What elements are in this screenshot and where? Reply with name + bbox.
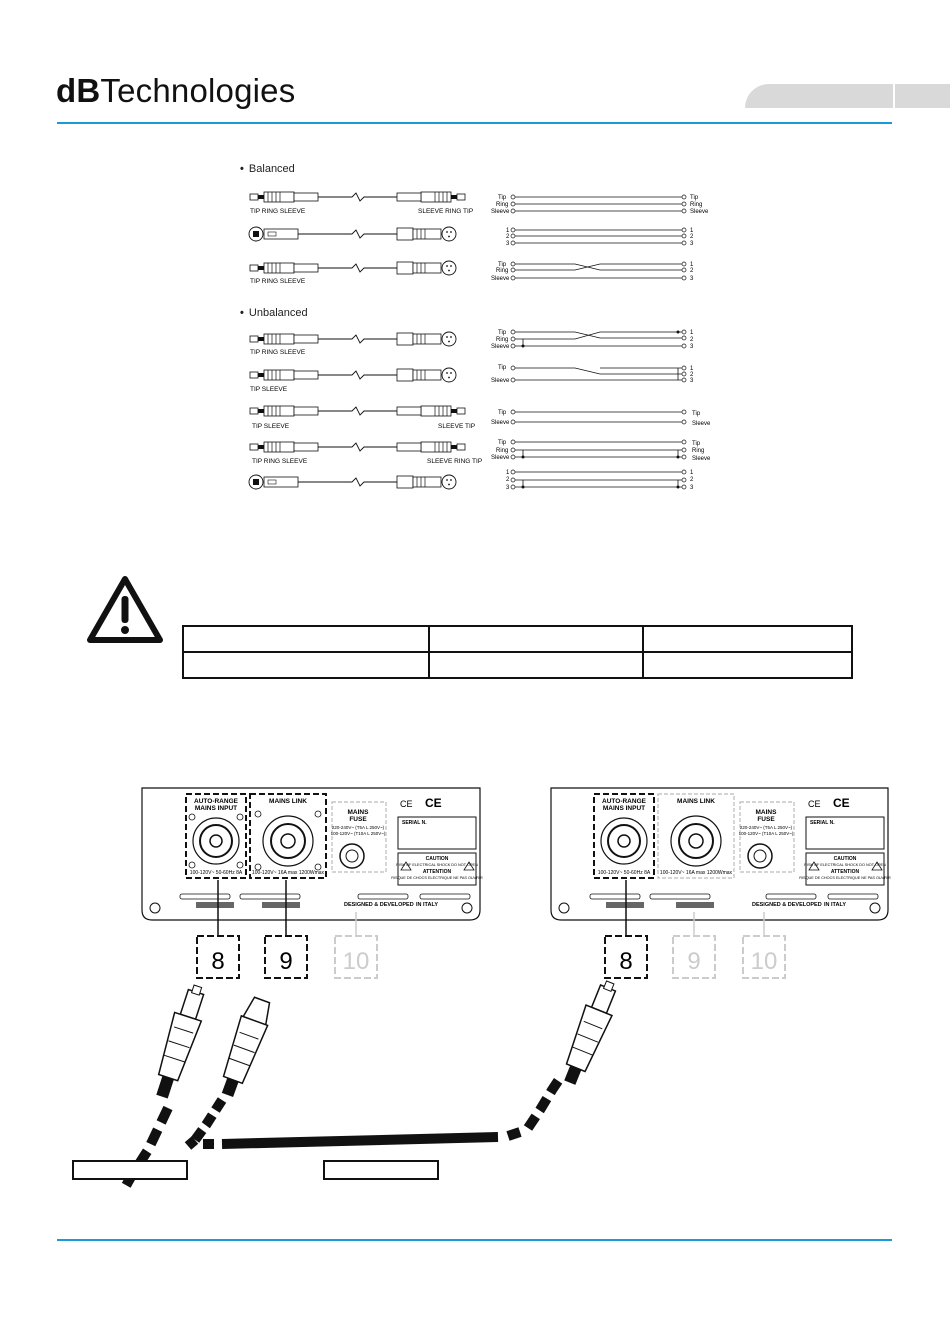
mains-link-diagram <box>0 770 950 1190</box>
svg-text:3: 3 <box>506 485 510 491</box>
svg-text:FUSE: FUSE <box>349 816 367 823</box>
svg-text:Sleeve: Sleeve <box>491 209 510 215</box>
brand-logo: dBTechnologies <box>56 72 296 109</box>
svg-text:SLEEVE RING TIP: SLEEVE RING TIP <box>418 208 474 215</box>
table-row <box>183 652 852 678</box>
svg-text:220-240V~ (T5A L 250V~): 220-240V~ (T5A L 250V~) <box>739 825 793 830</box>
svg-text:Ring: Ring <box>496 448 509 454</box>
table-cell <box>183 626 429 652</box>
svg-text:2: 2 <box>690 372 694 378</box>
svg-text:3: 3 <box>690 344 694 350</box>
right-rear-panel <box>551 788 891 978</box>
svg-text:100-120V~ 16A max 1200Wmax: 100-120V~ 16A max 1200Wmax <box>659 870 733 876</box>
svg-text:SLEEVE RING TIP: SLEEVE RING TIP <box>427 458 483 465</box>
svg-text:FUSE: FUSE <box>757 816 775 823</box>
svg-text:2: 2 <box>690 337 694 343</box>
svg-text:Sleeve: Sleeve <box>692 421 711 427</box>
svg-text:Tip: Tip <box>498 330 507 336</box>
svg-text:RISK OF ELECTRICAL SHOCK DO NO: RISK OF ELECTRICAL SHOCK DO NOT OPEN <box>396 863 478 867</box>
svg-text:10: 10 <box>750 948 778 975</box>
svg-text:CE: CE <box>808 799 821 809</box>
svg-text:2: 2 <box>506 477 510 483</box>
svg-text:TIP RING SLEEVE: TIP RING SLEEVE <box>250 349 306 356</box>
svg-text:TIP RING SLEEVE: TIP RING SLEEVE <box>250 208 306 215</box>
svg-text:DESIGNED & DEVELOPED: DESIGNED & DEVELOPED <box>344 902 414 908</box>
svg-text:MAINS LINK: MAINS LINK <box>677 798 715 805</box>
svg-text:AUTO-RANGE: AUTO-RANGE <box>602 798 646 805</box>
svg-text:Tip: Tip <box>498 262 507 268</box>
svg-text:1: 1 <box>506 228 510 234</box>
svg-text:Sleeve: Sleeve <box>491 276 510 282</box>
svg-text:SLEEVE TIP: SLEEVE TIP <box>438 423 476 430</box>
svg-text:2: 2 <box>690 477 694 483</box>
svg-text:9: 9 <box>279 948 293 975</box>
svg-text:TIP SLEEVE: TIP SLEEVE <box>252 423 290 430</box>
power-cables <box>118 977 623 1190</box>
svg-text:ATTENTION: ATTENTION <box>830 869 860 875</box>
svg-text:IN ITALY: IN ITALY <box>416 902 439 908</box>
svg-text:MAINS: MAINS <box>347 809 369 816</box>
svg-text:Tip: Tip <box>498 410 507 416</box>
svg-text:9: 9 <box>687 948 701 975</box>
svg-text:100-120V~ (T10A L 250V~): 100-120V~ (T10A L 250V~) <box>738 831 794 836</box>
cable-label-box <box>323 1160 439 1180</box>
svg-text:ATTENTION: ATTENTION <box>422 869 452 875</box>
svg-text:3: 3 <box>690 485 694 491</box>
svg-text:3: 3 <box>690 378 694 384</box>
svg-text:100-120V~ 50-60Hz 8A: 100-120V~ 50-60Hz 8A <box>189 870 243 876</box>
svg-text:CAUTION: CAUTION <box>833 856 857 862</box>
svg-text:3: 3 <box>690 241 694 247</box>
svg-text:100-120V~ 50-60Hz 8A: 100-120V~ 50-60Hz 8A <box>597 870 651 876</box>
svg-text:Ring: Ring <box>692 448 705 454</box>
warning-icon <box>86 574 164 644</box>
svg-text:1: 1 <box>690 262 694 268</box>
svg-text:MAINS INPUT: MAINS INPUT <box>602 805 646 812</box>
svg-text:100-120V~ 16A max 1200Wmax: 100-120V~ 16A max 1200Wmax <box>251 870 325 876</box>
svg-text:2: 2 <box>690 234 694 240</box>
svg-text:TIP RING SLEEVE: TIP RING SLEEVE <box>252 458 308 465</box>
svg-text:220-240V~ (T5A L 250V~): 220-240V~ (T5A L 250V~) <box>331 825 385 830</box>
table-row <box>183 626 852 652</box>
svg-text:CE: CE <box>833 796 850 810</box>
svg-text:3: 3 <box>506 241 510 247</box>
svg-text:MAINS INPUT: MAINS INPUT <box>194 805 238 812</box>
svg-text:CAUTION: CAUTION <box>425 856 449 862</box>
svg-text:2: 2 <box>506 234 510 240</box>
footer-divider <box>57 1239 892 1241</box>
svg-text:Ring: Ring <box>690 202 703 208</box>
svg-text:Sleeve: Sleeve <box>491 455 510 461</box>
svg-text:2: 2 <box>690 268 694 274</box>
svg-text:Sleeve: Sleeve <box>491 344 510 350</box>
svg-text:TIP RING SLEEVE: TIP RING SLEEVE <box>250 278 306 285</box>
svg-text:SERIAL N.: SERIAL N. <box>402 820 427 826</box>
svg-text:Sleeve: Sleeve <box>692 456 711 462</box>
svg-text:RISQUE DE CHOCS ELECTRIQUE NE: RISQUE DE CHOCS ELECTRIQUE NE PAS OUVRIR <box>391 876 483 880</box>
svg-text:10: 10 <box>342 948 370 975</box>
svg-text:Sleeve: Sleeve <box>690 209 709 215</box>
svg-text:Tip: Tip <box>498 440 507 446</box>
svg-text:Tip: Tip <box>692 441 701 447</box>
left-rear-panel <box>142 788 483 978</box>
svg-text:Ring: Ring <box>496 337 509 343</box>
svg-text:Sleeve: Sleeve <box>491 378 510 384</box>
table-cell <box>643 652 852 678</box>
table-cell <box>429 626 643 652</box>
cable-label-box <box>72 1160 188 1180</box>
svg-text:3: 3 <box>690 276 694 282</box>
svg-text:AUTO-RANGE: AUTO-RANGE <box>194 798 238 805</box>
unbalanced-title: • Unbalanced <box>240 307 308 319</box>
svg-text:8: 8 <box>619 948 633 975</box>
svg-text:RISQUE DE CHOCS ELECTRIQUE NE: RISQUE DE CHOCS ELECTRIQUE NE PAS OUVRIR <box>799 876 891 880</box>
svg-text:MAINS: MAINS <box>755 809 777 816</box>
svg-text:1: 1 <box>690 330 694 336</box>
svg-text:IN ITALY: IN ITALY <box>824 902 847 908</box>
svg-text:TIP SLEEVE: TIP SLEEVE <box>250 386 288 393</box>
balanced-title: • Balanced <box>240 163 295 175</box>
svg-text:Sleeve: Sleeve <box>491 420 510 426</box>
svg-text:1: 1 <box>506 470 510 476</box>
table-cell <box>183 652 429 678</box>
svg-text:MAINS LINK: MAINS LINK <box>269 798 307 805</box>
svg-text:RISK OF ELECTRICAL SHOCK DO NO: RISK OF ELECTRICAL SHOCK DO NOT OPEN <box>804 863 886 867</box>
fuse-table <box>182 625 853 679</box>
svg-text:Ring: Ring <box>496 202 509 208</box>
svg-text:Tip: Tip <box>692 411 701 417</box>
svg-text:SERIAL N.: SERIAL N. <box>810 820 835 826</box>
svg-text:Tip: Tip <box>498 195 507 201</box>
wiring-diagram <box>0 0 950 520</box>
table-cell <box>643 626 852 652</box>
svg-text:Ring: Ring <box>496 268 509 274</box>
svg-text:CE: CE <box>400 799 413 809</box>
svg-text:Tip: Tip <box>690 195 699 201</box>
svg-text:CE: CE <box>425 796 442 810</box>
svg-text:8: 8 <box>211 948 225 975</box>
svg-text:1: 1 <box>690 228 694 234</box>
svg-text:1: 1 <box>690 366 694 372</box>
svg-text:100-120V~ (T10A L 250V~): 100-120V~ (T10A L 250V~) <box>330 831 386 836</box>
svg-text:Tip: Tip <box>498 365 507 371</box>
table-cell <box>429 652 643 678</box>
svg-text:DESIGNED & DEVELOPED: DESIGNED & DEVELOPED <box>752 902 822 908</box>
svg-text:1: 1 <box>690 470 694 476</box>
